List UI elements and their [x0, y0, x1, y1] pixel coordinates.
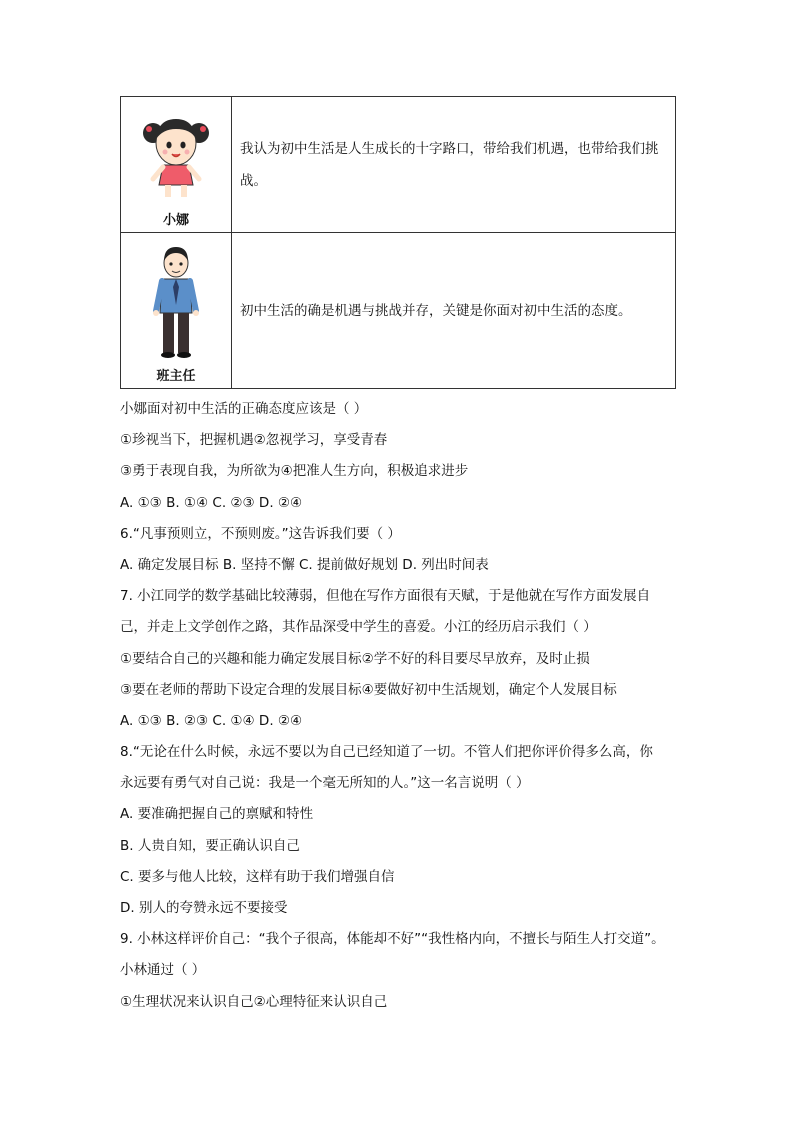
text-line: 永远要有勇气对自己说：我是一个毫无所知的人。”这一名言说明（ ） — [120, 775, 530, 792]
text-line: B. 人贵自知，要正确认识自己 — [120, 837, 300, 854]
text-line: ③勇于表现自我，为所欲为④把准人生方向，积极追求进步 — [120, 463, 469, 480]
text-line: ①生理状况来认识自己②心理特征来认识自己 — [120, 993, 388, 1010]
text-line: ①珍视当下，把握机遇②忽视学习，享受青春 — [120, 432, 388, 449]
text-line: 7. 小江同学的数学基础比较薄弱，但他在写作方面很有天赋，于是他就在写作方面发展自 — [120, 588, 651, 605]
text-line: 9. 小林这样评价自己：“我个子很高，体能却不好”“我性格内向，不擅长与陌生人打交道”。 — [120, 931, 665, 948]
teacher-figure-icon — [146, 243, 206, 363]
question-body — [120, 394, 680, 1018]
speech-text: 我认为初中生活是人生成长的十字路口，带给我们机遇，也带给我们挑战。 — [232, 97, 676, 233]
text-line: A. ①③ B. ①④ C. ②③ D. ②④ — [120, 494, 303, 511]
girl-figure-icon — [141, 107, 211, 205]
text-line: A. 确定发展目标 B. 坚持不懈 C. 提前做好规划 D. 列出时间表 — [120, 556, 489, 573]
portrait-cell-teacher — [121, 233, 232, 389]
text-line: D. 别人的夸赞永远不要接受 — [120, 900, 288, 916]
text-line: 小林通过（ ） — [120, 962, 206, 979]
text-line: ①要结合自己的兴趣和能力确定发展目标②学不好的科目要尽早放弃，及时止损 — [120, 650, 590, 667]
text-line: 小娜面对初中生活的正确态度应该是（ ） — [120, 401, 368, 417]
dialogue-table — [120, 96, 676, 389]
text-line: A. ①③ B. ②③ C. ①④ D. ②④ — [120, 712, 303, 729]
text-line: ③要在老师的帮助下设定合理的发展目标④要做好初中生活规划，确定个人发展目标 — [120, 681, 617, 698]
text-line: A. 要准确把握自己的禀赋和特性 — [120, 806, 314, 823]
text-line: 6.“凡事预则立，不预则废。”这告诉我们要（ ） — [120, 525, 401, 542]
speaker-name: 小娜 — [162, 213, 189, 228]
speaker-name: 班主任 — [156, 369, 196, 384]
portrait-cell-xiaona — [121, 97, 232, 233]
speech-text: 初中生活的确是机遇与挑战并存，关键是你面对初中生活的态度。 — [232, 233, 676, 389]
text-line: C. 要多与他人比较，这样有助于我们增强自信 — [120, 868, 395, 885]
text-line: 8.“无论在什么时候，永远不要以为自己已经知道了一切。不管人们把你评价得多么高，你 — [120, 744, 653, 761]
text-line: 己，并走上文学创作之路，其作品深受中学生的喜爱。小江的经历启示我们（ ） — [120, 619, 597, 636]
